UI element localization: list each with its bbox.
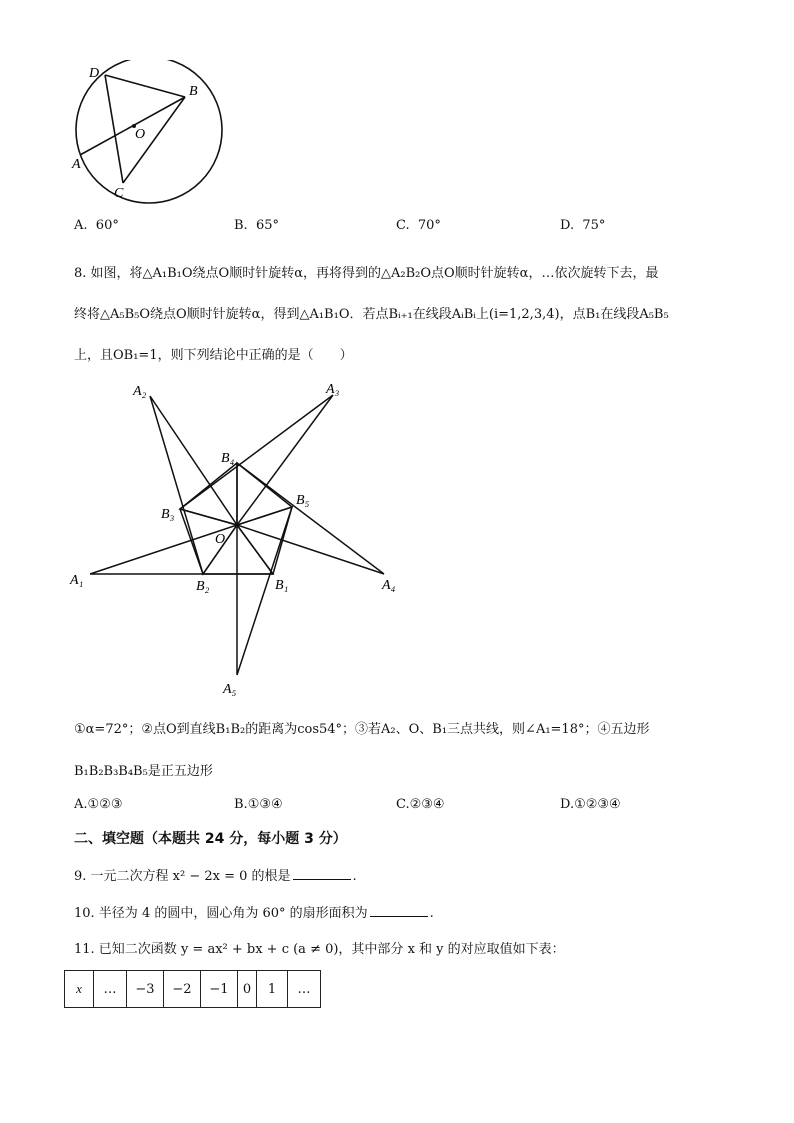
label-O: O [215,532,226,547]
q8-option-d[interactable]: D.①②③④ [560,797,621,812]
q10: 10. 半径为 4 的圆中，圆心角为 60° 的扇形面积为 . [74,906,434,921]
table-cell: −2 [164,971,201,1008]
q7-option-b[interactable]: B. 65° [234,218,279,233]
circle-figure [60,60,240,210]
label-B: B [189,84,198,99]
label-D: D [89,66,100,81]
value-table [64,970,321,1008]
table-cell: 0 [238,971,257,1008]
triangle-A1B1O [90,525,273,574]
label-O: O [135,127,146,142]
table-cell: … [288,971,321,1008]
q9-answer-blank[interactable] [293,879,351,880]
star-figure [60,375,420,705]
label-A4: A₄ [382,578,396,593]
table-cell: −1 [201,971,238,1008]
table-cell: 1 [257,971,288,1008]
q11: 11. 已知二次函数 y = ax² + bx + c (a ≠ 0)，其中部分 x 和 y 的对应取值如下表： [74,942,565,957]
label-B2: B₂ [196,579,210,594]
table-row [65,971,321,1008]
label-C: C [114,186,124,201]
spoke-OB1 [237,525,273,574]
table-cell: −3 [127,971,164,1008]
q8-line-1: 8. 如图，将△A₁B₁O绕点O顺时针旋转α，再将得到的△A₂B₂O点O顺时针旋转α，…依次旋转下去，最 [74,266,659,281]
q8-statements-1: ①α=72°；②点O到直线B₁B₂的距离为cos54°；③若A₂、O、B₁三点共线，则∠A₁=18°；④五边形 [74,722,650,737]
chord-DC [105,75,123,183]
label-B4: B₄ [221,451,235,466]
section-heading: 二、填空题（本题共 24 分，每小题 3 分） [74,831,347,847]
q9: 9. 一元二次方程 x² − 2x = 0 的根是 . [74,869,357,884]
label-A3: A₃ [326,382,340,397]
label-A: A [72,157,81,172]
q8-line-3: 上，且OB₁=1，则下列结论中正确的是（ ） [74,348,353,363]
label-A1: A₁ [70,573,84,588]
q8-statements-2: B₁B₂B₃B₄B₅是正五边形 [74,764,213,779]
q10-answer-blank[interactable] [370,916,428,917]
q8-option-a[interactable]: A.①②③ [74,797,123,812]
circle [76,60,222,203]
table-cell: … [94,971,127,1008]
q7-option-d[interactable]: D. 75° [560,218,606,233]
label-A5: A₅ [223,682,237,697]
triangle-A3B3O [180,395,333,525]
q7-option-a[interactable]: A. 60° [74,218,119,233]
q8-option-c[interactable]: C.②③④ [396,797,445,812]
q7-option-c[interactable]: C. 70° [396,218,441,233]
spoke-OB5 [237,507,292,525]
label-B3: B₃ [161,507,175,522]
chord-DB [105,75,185,97]
table-cell: x [65,971,94,1008]
q8-line-2: 终将△A₅B₅O绕点O顺时针旋转α，得到△A₁B₁O．若点Bᵢ₊₁在线段AᵢBᵢ上(i=1,2,3,4)，点B₁在线段A₅B₅ [74,307,669,322]
q8-option-b[interactable]: B.①③④ [234,797,283,812]
label-A2: A₂ [133,384,147,399]
chord-BC [123,97,185,183]
label-B1: B₁ [275,578,289,593]
label-B5: B₅ [296,493,310,508]
